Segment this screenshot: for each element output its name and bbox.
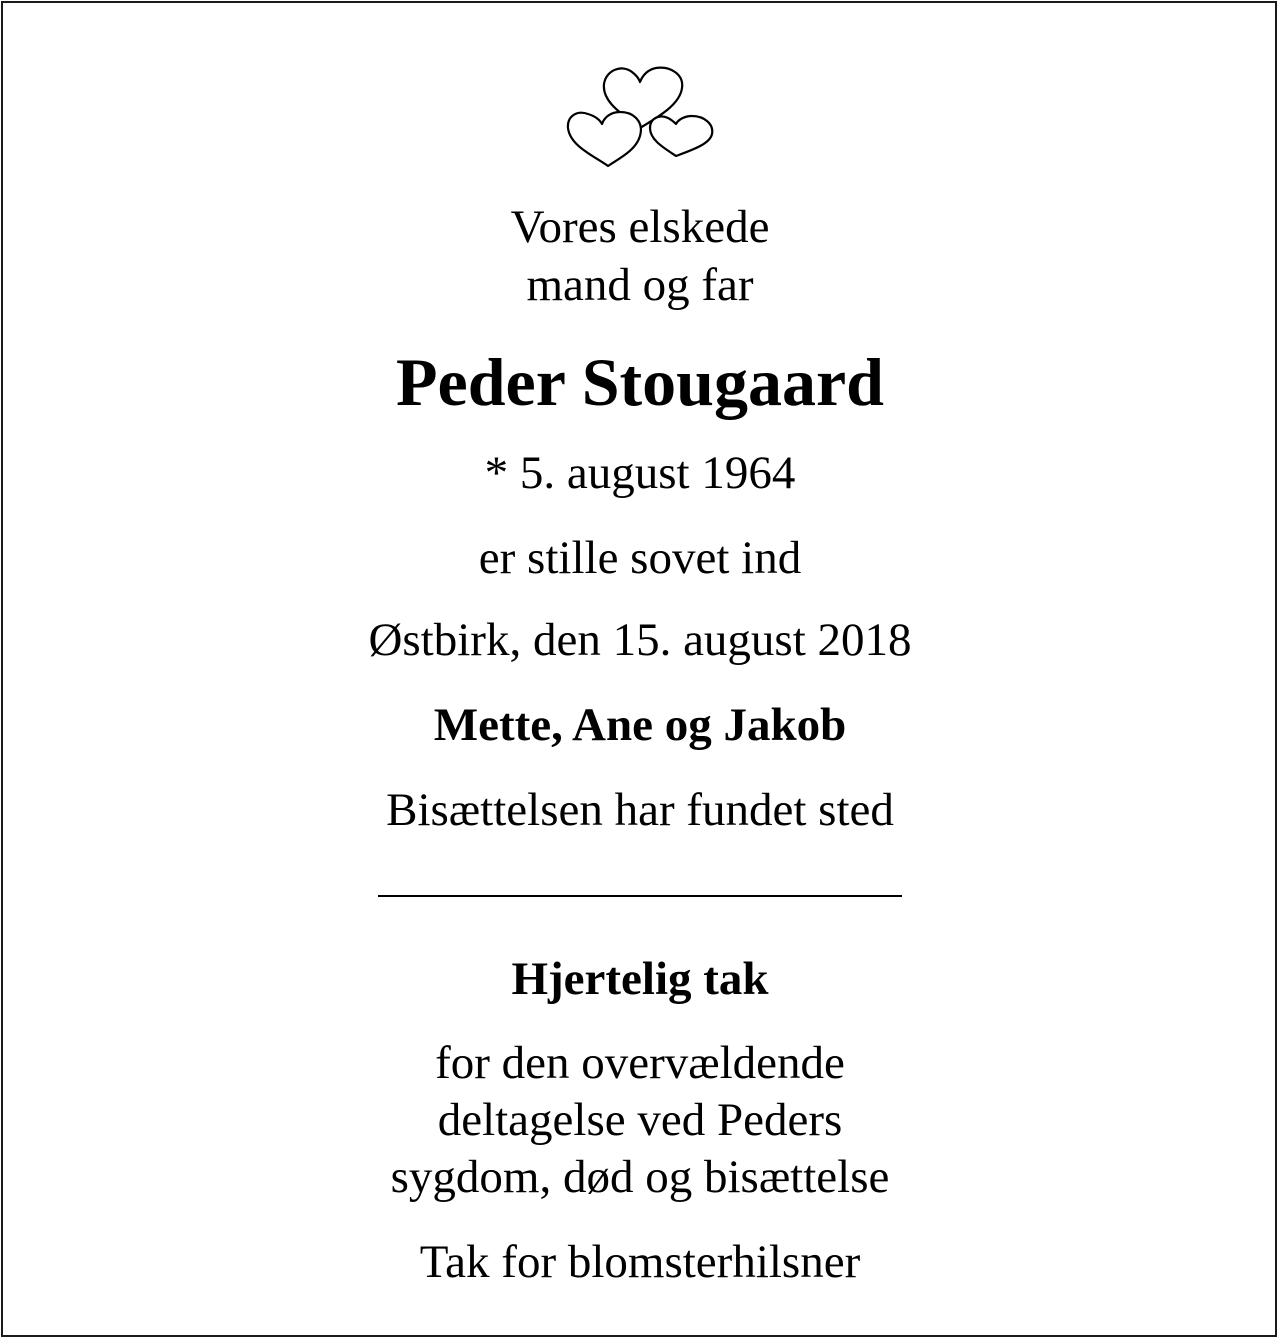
intro-line-1: Vores elskede	[510, 201, 770, 253]
passing-statement: er stille sovet ind	[478, 532, 802, 584]
thanks-heading: Hjertelig tak	[511, 953, 769, 1005]
deceased-name: Peder Stougaard	[396, 344, 884, 420]
thanks-body-line-2: deltagelse ved Peders	[437, 1094, 843, 1146]
family-names: Mette, Ane og Jakob	[433, 699, 847, 751]
heart-left-shape	[568, 112, 641, 166]
place-and-date: Østbirk, den 15. august 2018	[368, 614, 912, 666]
funeral-statement: Bisættelsen har fundet sted	[386, 784, 894, 836]
section-divider	[378, 895, 902, 897]
flowers-thanks: Tak for blomsterhilsner	[419, 1236, 861, 1288]
heart-right-shape	[650, 116, 712, 156]
three-hearts-icon	[560, 62, 720, 170]
thanks-body-line-1: for den overvældende	[435, 1037, 845, 1089]
thanks-body-line-3: sygdom, død og bisættelse	[390, 1151, 890, 1203]
intro-line-2: mand og far	[526, 259, 754, 311]
birth-date: * 5. august 1964	[484, 447, 796, 499]
